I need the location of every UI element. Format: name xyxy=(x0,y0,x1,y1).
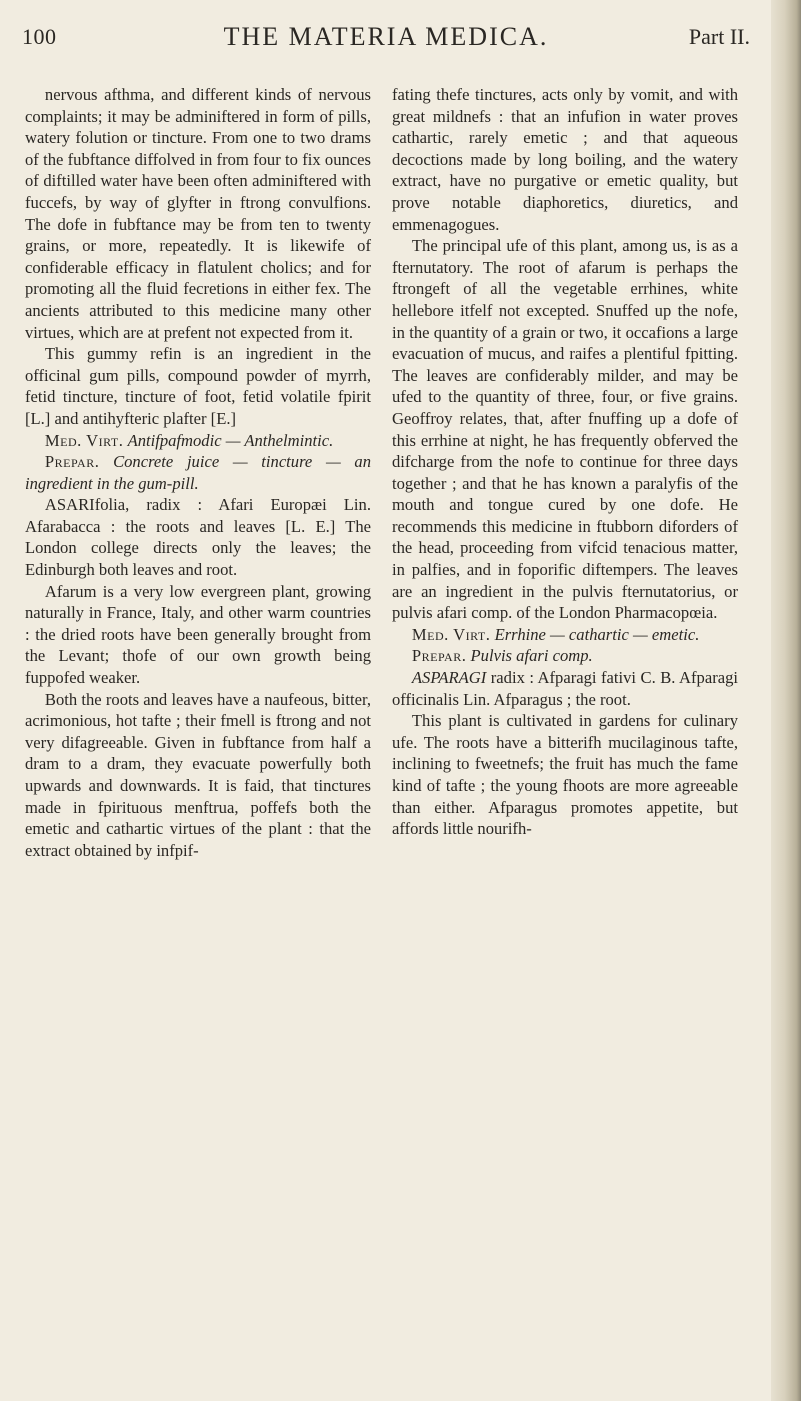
paragraph: Both the roots and leaves have a naufeous, bitter, acrimonious, hot tafte ; their fmell is ftrong and not very difagreeable. Given in fubftance from half a dram to a dram, they evacuate powerfully both upwards and downwards. It is faid, that tinctures made in fpirituous menftrua, poffefs both the emetic and cathartic virtues of the plant : that the extract obtained by infpif- xyxy=(25,689,371,860)
paragraph: Afarum is a very low evergreen plant, growing naturally in France, Italy, and other warm countries : the dried roots have been generally brought from the Levant; thofe of our own growth being fuppofed weaker. xyxy=(25,581,371,688)
entry-label: ASARI xyxy=(44,495,95,515)
preparations-entry xyxy=(25,451,371,494)
preparations-entry xyxy=(392,645,738,667)
entry-text: Errhine — cathartic — emetic. xyxy=(494,624,700,644)
running-title: THE MATERIA MEDICA. xyxy=(223,22,549,51)
virtues-entry xyxy=(392,624,738,646)
drug-entry-asparagi xyxy=(392,667,738,710)
paragraph: This plant is cultivated in gardens for culinary ufe. The roots have a bitterifh mucilaginous tafte, inclining to fweetnefs; the fruit has much the fame kind of tafte ; the young fhoots are more agreeable than either. Afparagus promotes appetite, but affords little nourifh- xyxy=(392,711,738,839)
page-gutter-shadow xyxy=(771,0,801,1401)
entry-text: Concrete juice — tincture — an ingredient in the gum-pill. xyxy=(25,452,371,493)
entry-label: Prepar. xyxy=(411,646,467,666)
left-column xyxy=(25,84,371,861)
right-column xyxy=(392,84,738,840)
entry-text: folia, radix : Afari Europæi Lin. Afarabacca : the roots and leaves [L. E.] The London college directs only the leaves; the Edinburgh both leaves and root. xyxy=(25,495,371,580)
entry-text: Pulvis afari comp. xyxy=(470,646,593,666)
paragraph: fating thefe tinctures, acts only by vomit, and with great mildnefs : that an infufion in water proves cathartic, rarely emetic ; and that aqueous decoctions made by long boiling, and the watery extract, have no purgative or emetic quality, but prove notable diaphoretics, diuretics, and emmenagogues. xyxy=(392,85,738,234)
entry-text: Antifpafmodic — Anthelmintic. xyxy=(127,430,334,450)
paragraph: The principal ufe of this plant, among us, is as a fternutatory. The root of afarum is perhaps the ftrongeft of all the vegetable errhines, white hellebore itfelf not excepted. Snuffed up the nofe, in the quantity of a grain or two, it occafions a large evacuation of mucus, and raifes a plentiful fpitting. The leaves are confiderably milder, and may be ufed to the quantity of three, four, or five grains. Geoffroy relates, that, after fnuffing up a dofe of this errhine at night, he has frequently obferved the difcharge from the nofe to continue for three days together ; and that he has known a paralyfis of the mouth and tongue cured by one dofe. He recommends this medicine in ftubborn diforders of the head, proceeding from vifcid tenacious matter, in palfies, and in foporific diftempers. The leaves are an ingredient in the pulvis fternutatorius, or pulvis afari comp. of the London Pharmacopœia. xyxy=(392,236,738,623)
entry-label: Med. Virt. xyxy=(411,624,491,644)
entry-label: Med. Virt. xyxy=(44,430,124,450)
page-number: 100 xyxy=(22,24,57,49)
entry-label: Prepar. xyxy=(44,452,100,472)
running-header xyxy=(22,22,750,62)
entry-label: ASPARAGI xyxy=(411,668,487,688)
paragraph: nervous afthma, and different kinds of nervous complaints; it may be adminiftered in form of pills, watery folution or tincture. From one to two drams of the fubftance diffolved in from four to fix ounces of diftilled water have been often adminiftered with fuccefs, by way of glyfter in ftrong convulfions. The dofe in fubftance may be from ten to twenty grains, or more, repeatedly. It is likewife of confiderable efficacy in flatulent cholics; and for promoting all the fluid fecretions in either fex. The ancients attributed to this medicine many other virtues, which are at prefent not expected from it. xyxy=(25,85,371,342)
drug-entry-asari xyxy=(25,494,371,580)
part-label: Part II. xyxy=(688,24,750,49)
paragraph: This gummy refin is an ingredient in the officinal gum pills, compound powder of myrrh, fetid tincture, tincture of foot, fetid volatile fpirit [L.] and antihyfteric plafter [E.] xyxy=(25,344,371,428)
virtues-entry xyxy=(25,430,371,452)
entry-text: radix : Afparagi fativi C. B. Afparagi officinalis Lin. Afparagus ; the root. xyxy=(392,668,738,709)
